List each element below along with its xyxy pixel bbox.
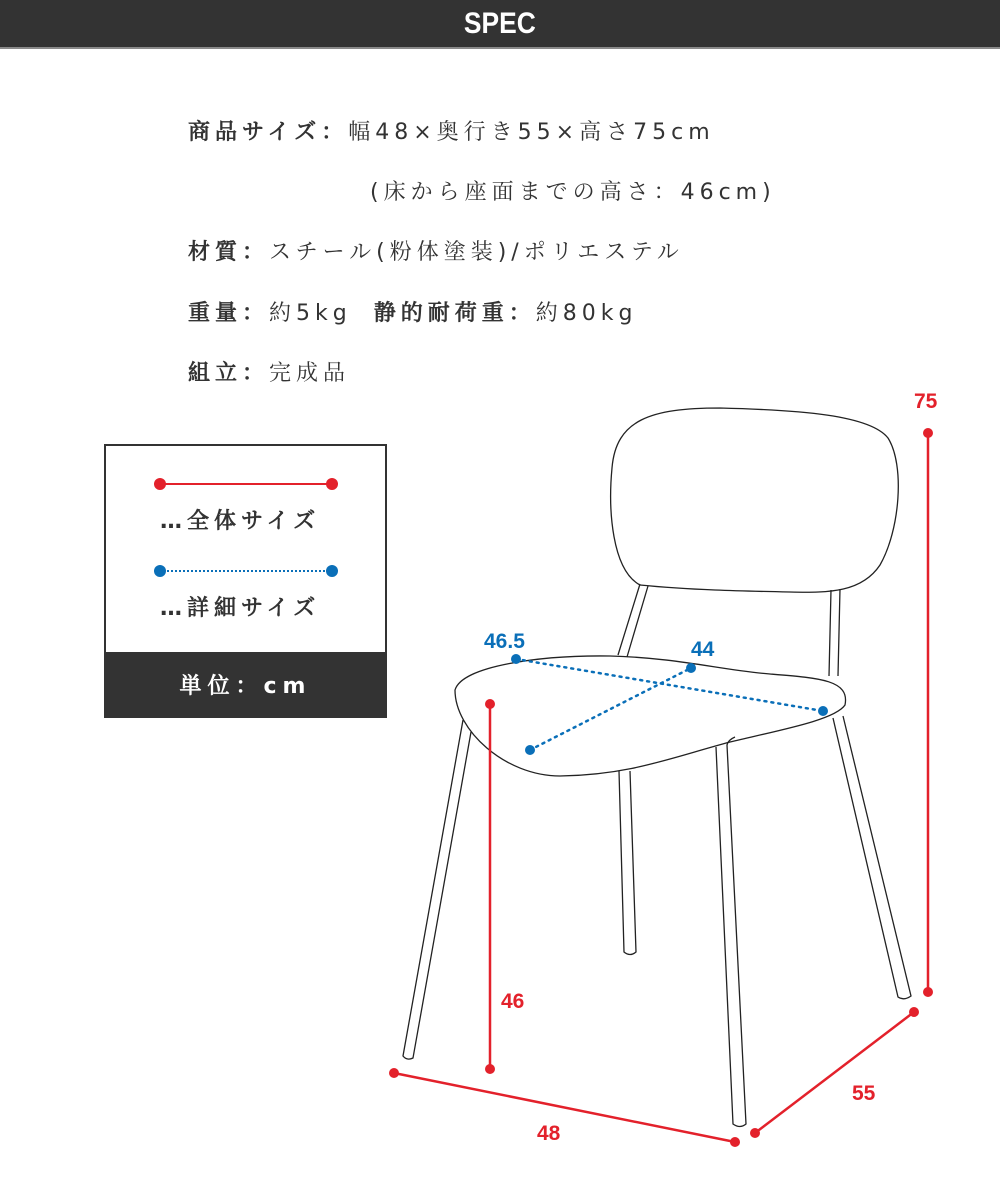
legend-unit-label: 単位：cm xyxy=(179,673,312,699)
depth-dot-front xyxy=(750,1128,760,1138)
chair-leg-front-left xyxy=(403,720,471,1059)
chair-leg-rear-right xyxy=(833,716,911,999)
seat-height-dot-top xyxy=(485,699,495,709)
width-dimension-line xyxy=(394,1073,735,1142)
seat-width-dot-left xyxy=(511,654,521,664)
chair-leg-front-right xyxy=(716,737,746,1127)
seat-height-label: 46 xyxy=(501,990,525,1013)
depth-dimension-line xyxy=(755,1012,914,1133)
spec-load-label: 静的耐荷重： xyxy=(373,301,536,326)
overall-dimensions xyxy=(389,428,933,1147)
spec-size-label: 商品サイズ： xyxy=(188,120,349,145)
legend-overall-label: …全体サイズ xyxy=(160,509,321,534)
seat-depth-label: 44 xyxy=(691,638,715,661)
spec-size-value: 幅48×奥行き55×高さ75cm xyxy=(348,120,715,145)
chair-backrest xyxy=(611,408,899,592)
seat-depth-dimension-line xyxy=(530,668,691,750)
seat-width-dot-right xyxy=(818,706,828,716)
width-dot-right xyxy=(730,1137,740,1147)
depth-dot-back xyxy=(909,1007,919,1017)
seat-width-dimension-line xyxy=(516,659,823,711)
spec-load-value: 約80kg xyxy=(535,301,638,326)
spec-assembly-label: 組立： xyxy=(188,361,270,386)
seat-depth-dot-back xyxy=(686,663,696,673)
seat-height-dot-bottom xyxy=(485,1064,495,1074)
depth-label: 55 xyxy=(852,1082,876,1105)
height-label: 75 xyxy=(914,390,938,413)
seat-depth-dot-front xyxy=(525,745,535,755)
legend-detail-label: …詳細サイズ xyxy=(160,596,321,621)
chair-seat xyxy=(455,656,846,776)
chair-outline xyxy=(403,408,911,1127)
spec-weight-value: 約5kg xyxy=(269,301,352,326)
height-dot-bottom xyxy=(923,987,933,997)
spec-weight-label: 重量： xyxy=(188,301,270,326)
chair-back-upright-right xyxy=(829,589,840,676)
chair-back-upright-left xyxy=(618,584,648,657)
chair-leg-rear-left xyxy=(619,771,636,955)
spec-seat-height-value: (床から座面までの高さ：46cm) xyxy=(370,180,776,205)
height-dot-top xyxy=(923,428,933,438)
spec-assembly-value: 完成品 xyxy=(269,361,351,386)
spec-material-label: 材質： xyxy=(188,240,270,265)
width-label: 48 xyxy=(537,1122,561,1145)
width-dot-left xyxy=(389,1068,399,1078)
seat-width-label: 46.5 xyxy=(484,630,525,653)
spec-material-value: スチール(粉体塗装)/ポリエステル xyxy=(269,240,684,265)
page-title: SPEC xyxy=(464,6,536,40)
detail-dimensions xyxy=(516,659,823,750)
